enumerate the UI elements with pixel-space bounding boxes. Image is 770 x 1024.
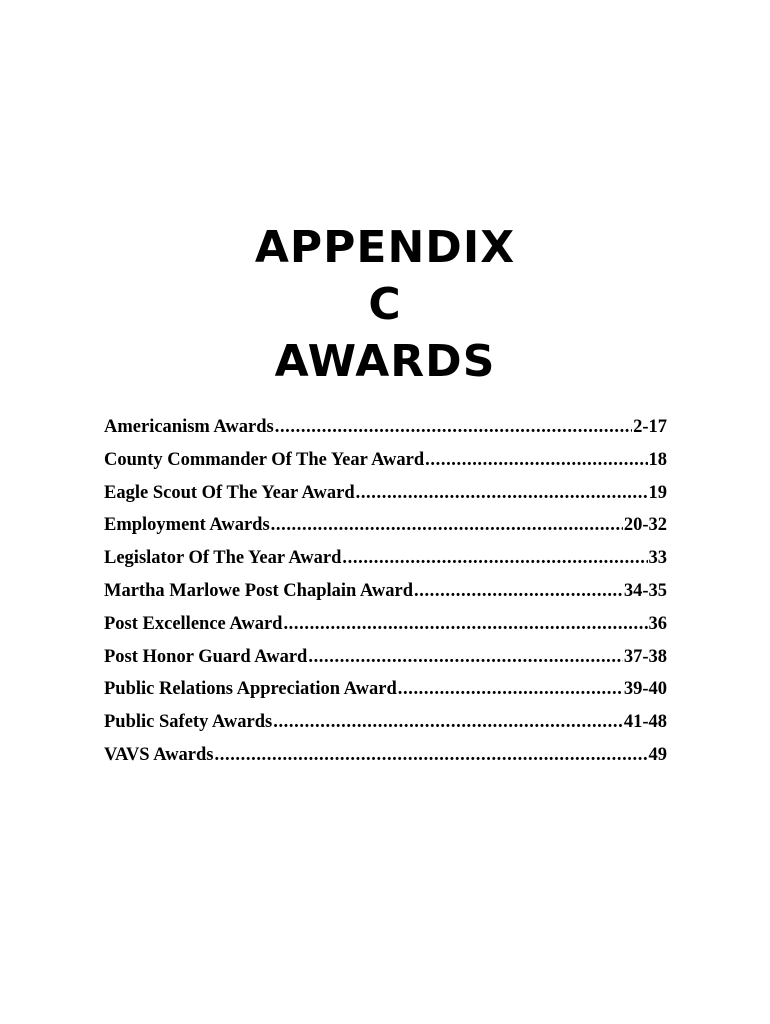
toc-entry-page: 33: [648, 548, 667, 569]
appendix-title: [0, 219, 770, 390]
title-line-letter: C: [368, 279, 402, 331]
toc-entry-public-relations: [104, 673, 667, 706]
toc-entry-page: 18: [648, 449, 667, 470]
toc-entry-page: 2-17: [633, 417, 667, 437]
toc-entry-post-excellence: [104, 608, 667, 641]
dot-leader: [398, 673, 623, 706]
dot-leader: [271, 509, 623, 542]
toc-entry-page: 20-32: [623, 515, 667, 536]
dot-leader: [414, 575, 623, 608]
dot-leader: [425, 444, 647, 477]
dot-leader: [342, 542, 647, 575]
toc-entry-label: VAVS Awards: [104, 744, 214, 765]
toc-entry-americanism: [104, 411, 667, 444]
dot-leader: [283, 608, 647, 641]
toc-entry-label: Americanism Awards: [104, 417, 274, 437]
toc-entry-page: 19: [648, 482, 667, 503]
dot-leader: [308, 641, 622, 674]
dot-leader: [356, 477, 648, 510]
toc-entry-label: Legislator Of The Year Award: [104, 548, 342, 569]
toc-entry-page: 34-35: [623, 580, 667, 601]
title-line-awards: AWARDS: [274, 336, 496, 388]
toc-entry-page: 39-40: [623, 679, 667, 700]
dot-leader: [215, 739, 648, 772]
toc-entry-employment: [104, 509, 667, 542]
toc-entry-label: Public Relations Appreciation Award: [104, 679, 397, 700]
toc-entry-page: 37-38: [623, 646, 667, 667]
toc-entry-label: Eagle Scout Of The Year Award: [104, 482, 355, 503]
toc-entry-label: Post Honor Guard Award: [104, 646, 308, 667]
toc-entry-page: 49: [648, 744, 667, 765]
toc-entry-label: Employment Awards: [104, 515, 270, 536]
title-line-appendix: APPENDIX: [254, 222, 516, 274]
toc-entry-page: 41-48: [623, 712, 667, 733]
toc-entry-eagle-scout: [104, 477, 667, 510]
toc-entry-vavs: [104, 739, 667, 772]
toc-entry-label: Post Excellence Award: [104, 613, 283, 634]
dot-leader: [275, 411, 632, 444]
toc-entry-label: Public Safety Awards: [104, 712, 273, 733]
toc-entry-county-commander: [104, 444, 667, 477]
toc-entry-chaplain: [104, 575, 667, 608]
toc-entry-page: 36: [648, 613, 667, 634]
table-of-contents: [104, 411, 667, 772]
toc-entry-public-safety: [104, 706, 667, 739]
dot-leader: [273, 706, 623, 739]
toc-entry-label: County Commander Of The Year Award: [104, 449, 425, 470]
toc-entry-label: Martha Marlowe Post Chaplain Award: [104, 580, 413, 601]
toc-entry-honor-guard: [104, 641, 667, 674]
toc-entry-legislator: [104, 542, 667, 575]
